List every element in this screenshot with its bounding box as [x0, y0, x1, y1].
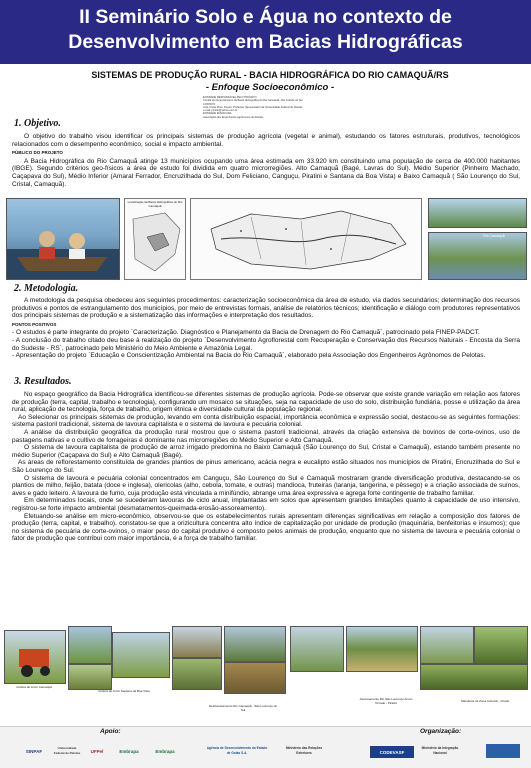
- logo-integracao-nacional: Ministério da Integração Nacional: [421, 746, 459, 755]
- photo-pasture-1: [68, 626, 112, 664]
- section-metodologia-heading: 2. Metodologia.: [14, 283, 79, 294]
- caption-assoreamento: Assoreamento Rio São Lourenço Arroio Torrado - Piratini: [359, 697, 413, 705]
- photo-cassava-1: [420, 626, 474, 664]
- meta-line: ENTIDADE RESPONSÁVEL PELO PROJETO: [203, 96, 257, 99]
- map-location-state: [124, 198, 186, 280]
- caption-mandioca: Mandioca na Zona Colonial - Cristal: [461, 699, 509, 703]
- photo-landscape: [428, 198, 527, 228]
- paragraph: Em determinados locais, onde se sucederam lavouras de ciclo anual, implantadas em solos que apresentam grandes limitações quanto à capacidade de uso intensivo, registrou-se forte impacto ambiental (desmatamentos-queimada-erosão-assoreamento).: [12, 497, 520, 512]
- label-pontos-positivos: PONTOS POSITIVOS: [12, 321, 57, 327]
- brazil-flag-logo: [486, 744, 520, 758]
- paragraph: No espaço geográfico da Bacia Hidrográfica identificou-se diferentes sistemas de produção agrícola. Pode-se observar que existe grande variação em relação aos fatores de produção (terra, capital, trabalho e tecnologia), configurando um mosaico se situações, seja na capacidade de uso do solo, distribuição fundiária, posse e utilização da área rural, aplicação de tecnologia, força de trabalho, origem étnica e diversidade cultural da população regional.: [12, 391, 520, 414]
- paragraph: As áreas de reflorestamento constituída de grandes plantios de pinus americano, acácia negra e eucalipto estão situados nos municípios de Piratini, Encruzilhada do Sul e São Lourenço do Sul.: [12, 459, 520, 474]
- photo-river-boat: [6, 198, 120, 280]
- project-title: SISTEMAS DE PRODUÇÃO RURAL - BACIA HIDROGRÁFICA DO RIO CAMAQUÃ/RS: [91, 70, 449, 80]
- logo-ufpel-text: Universidade Federal de Pelotas: [53, 746, 81, 755]
- paragraph: Ao Selecionar os principais sistemas de produção, levando em conta distribuição espacial, importância econômica e expressão social, destacou-se as seguintes formações: sistema pastoril tradicional, sistema de lavoura capitalista e o sistema de lavoura e pecuária colonial.: [12, 413, 520, 429]
- logo-ufpel: UFPel: [90, 748, 104, 754]
- paragraph: A análise da distribuição geográfica da produção rural mostrou que o sistema pastoril tradicional, através da criação extensiva de bovinos de corte-ovinos, uso de pastagens nativas e o cultivo de forrageiras é dominante nas microrregiões do Médio Superior e Alto Camaquã.: [12, 428, 520, 444]
- section-resultados-body: [12, 391, 520, 543]
- logo-codevasf: CODEVASF: [370, 746, 414, 758]
- paragraph: O sistema de lavoura e pecuária colonial concentrados em Canguçu, São Lourenço do Sul e Camaquã mostraram grande diversificação produtiva, destacando-se os plantios de milho, feijão, batata (doce e inglesa), olericolas (alho, cebola, tomate, e outras) mandioca, fruteiras (laranja, tangerina, e pêssego) e a criação associada de suínos, aves e gado leiteiro. A lavoura de fumo, cuja produção está vinculada a minifúndio, abrange uma área expressiva e agrega forte contingente de trabalho familiar.: [12, 474, 520, 497]
- paragraph: O objetivo do trabalho visou identificar os principais sistemas de produção agrícola (vegetal e animal), estudando os fatores estruturais, produtivos, tecnológicos relacionados com o desempenho econômico, social e impacto ambiental.: [12, 133, 520, 148]
- photo-field-boa-vista: [112, 632, 170, 678]
- logo-embrapa-1: Embrapa: [119, 748, 139, 754]
- map-caption: Localização da Bacia Hidrográfica do Rio Camaquã: [127, 200, 183, 208]
- title-line-2: Desenvolvimento em Bacias Hidrográficas: [68, 31, 463, 53]
- title-banner: [0, 0, 531, 64]
- paragraph: A metodologia da pesquisa obedeceu aos seguintes procedimentos: caracterização socioeconômica da área de estudo, via dados secundários; determinação dos recursos produtivos e pontos de estrangulamento dos municípios, por meio de entrevistas formais, análise de relatórios técnicos; identificação e diálogo com produtores representativos dos principais sistemas de produção e a sistematização das informações e interpretação dos resultados.: [12, 297, 520, 320]
- meta-line: José Costa Pinto, Doutor, Professor (Aposentado) da Universidade Federal de Pelotas: [203, 105, 303, 109]
- state-map-image: [125, 199, 185, 279]
- photo-silt-2: [346, 626, 418, 672]
- caption-arroz-camaqua: Cultura de Arroz Camaquã: [16, 685, 52, 689]
- label-publico: PÚBLICO DO PROJETO: [12, 150, 63, 156]
- logo-sinpaf: SINPAF: [25, 748, 43, 754]
- caption-desflorestamento: Desflorestamento Rio Camaquã - São Lourenço do Sul: [208, 704, 278, 712]
- photo-deforest-4: [224, 662, 286, 694]
- logo-agencia-goias: Agência de Desenvolvimento do Estado de Goiás S.A.: [206, 746, 268, 755]
- bullet: - A conclusão do trabalho citado deu base à realização do projeto `Desenvolvimento Agroflorestal com Recuperação e Conservação dos Recursos Naturais - Encosta da Serra do Sudeste - RS`, patrocinado pelo Ministério do Meio Ambiente e Amazônia Legal.: [12, 336, 520, 352]
- section-objetivo-body: [12, 133, 520, 188]
- harvester-image: [5, 631, 65, 683]
- photo-deforest-1: [172, 626, 222, 658]
- photo-deforest-2: [172, 658, 222, 690]
- organizacao-label: Organização:: [420, 728, 462, 735]
- photo-harvester: [4, 630, 66, 684]
- bullet: - O estudos é parte integrante do projeto `Caracterização. Diagnóstico e Planejamento da Bacia de Drenagem do Rio Camaquã`, patrocinado pela FINEP-PADCT.: [12, 329, 480, 337]
- map-basin: [190, 198, 422, 280]
- section-objetivo-heading: 1. Objetivo.: [14, 118, 61, 129]
- title-line-1: II Seminário Solo e Água no contexto de: [79, 6, 452, 28]
- logo-embrapa-2: Embrapa: [155, 748, 175, 754]
- paragraph: O sistema de lavoura capitalista de produção de arroz irrigado predomina no Baixo Camaquã (São Lourenço do Sul, Cristal e Camaquã), estando também presente no médio Superior (Caçapava do Sul) e Alto Camaquã (Bagé).: [12, 444, 520, 459]
- photo-cassava-2: [474, 626, 528, 664]
- meta-line: CONTATO: [203, 102, 216, 106]
- photo-pasture-2: [68, 664, 112, 690]
- photo-cassava-3: [420, 664, 528, 690]
- meta-line: e-mail: jcpinto@yahoo.com.br: [203, 109, 238, 113]
- meta-line: Comitê de Gerenciamento da Bacia Hidrográfica do Rio Camaquã - Rio Grande do Sul: [203, 99, 303, 103]
- caption-arroz-boa-vista: Cultura de Arroz Santana da Boa Vista: [98, 689, 150, 693]
- logo-relacoes-exteriores: Ministério das Relações Exteriores: [285, 746, 323, 755]
- apoio-label: Apoio:: [100, 728, 121, 735]
- section-resultados-heading: 3. Resultados.: [14, 376, 72, 387]
- project-meta: [203, 96, 353, 119]
- meta-line: Associação dos Engenheiros Agrônomos de Pelotas: [203, 115, 264, 119]
- basin-map-image: [191, 199, 421, 279]
- paragraph: A Bacia Hidrográfica do Rio Camaquã atinge 13 municípios ocupando uma área estimada em 33.920 km constituindo uma população de cerca de 400.000 habitantes (IBGE). Segundo critérios geo-físicos a área de estudo foi dividida em quatro microrregiões. Alto Camaquã (Bagé, Lavras do Sul). Médio Superior (Pinheiro Machado, Caçapava do Sul), Médio Inferior (Amaral Ferrador, Encruzilhada do Sul, Dom Feliciano, Canguçu, Piratini e Santana da Boa Vista) e Baixo Camaquã ( São Lourenço do Sul, Cristal, Camaquã).: [12, 157, 520, 188]
- boat-people-image: [7, 199, 119, 279]
- photo-silt-1: [290, 626, 344, 672]
- section-metodologia-body: [12, 297, 520, 360]
- paragraph: Efetuando-se análise em micro-econômico, observou-se que os estabelecimentos rurais apresentam diferenças significativas em relação a composição dos fatores de produção (terra, capital, e trabalho). constatou-se que a orizicultura concentra alto índice de capitalização por unidade de produção (maquinária, benfeitorias e insumos); que no sistema de pecuária de corte-ovinos, o maior peso do capital produtivo é composto pelos animais de produção, enquanto que no sistema de lavoura e pecuária colonial o fator de produção que contribui com maior importância, é a força de trabalho familiar.: [12, 512, 520, 543]
- bullet: - Apresentação do projeto `Educação e Conscientização Ambiental na Bacia do Rio Camaquã`, elaborado pela Associação dos Engenheiros Agrônomos de Pelotas.: [12, 352, 486, 360]
- meta-line: ENTIDADE ENVOLVIDA: [203, 112, 232, 116]
- river-label: Rio Camaquã: [483, 234, 505, 238]
- photo-deforest-3: [224, 626, 286, 662]
- photo-rio-camaqua: [428, 232, 527, 280]
- project-subtitle: - Enfoque Socioeconômico -: [205, 82, 335, 93]
